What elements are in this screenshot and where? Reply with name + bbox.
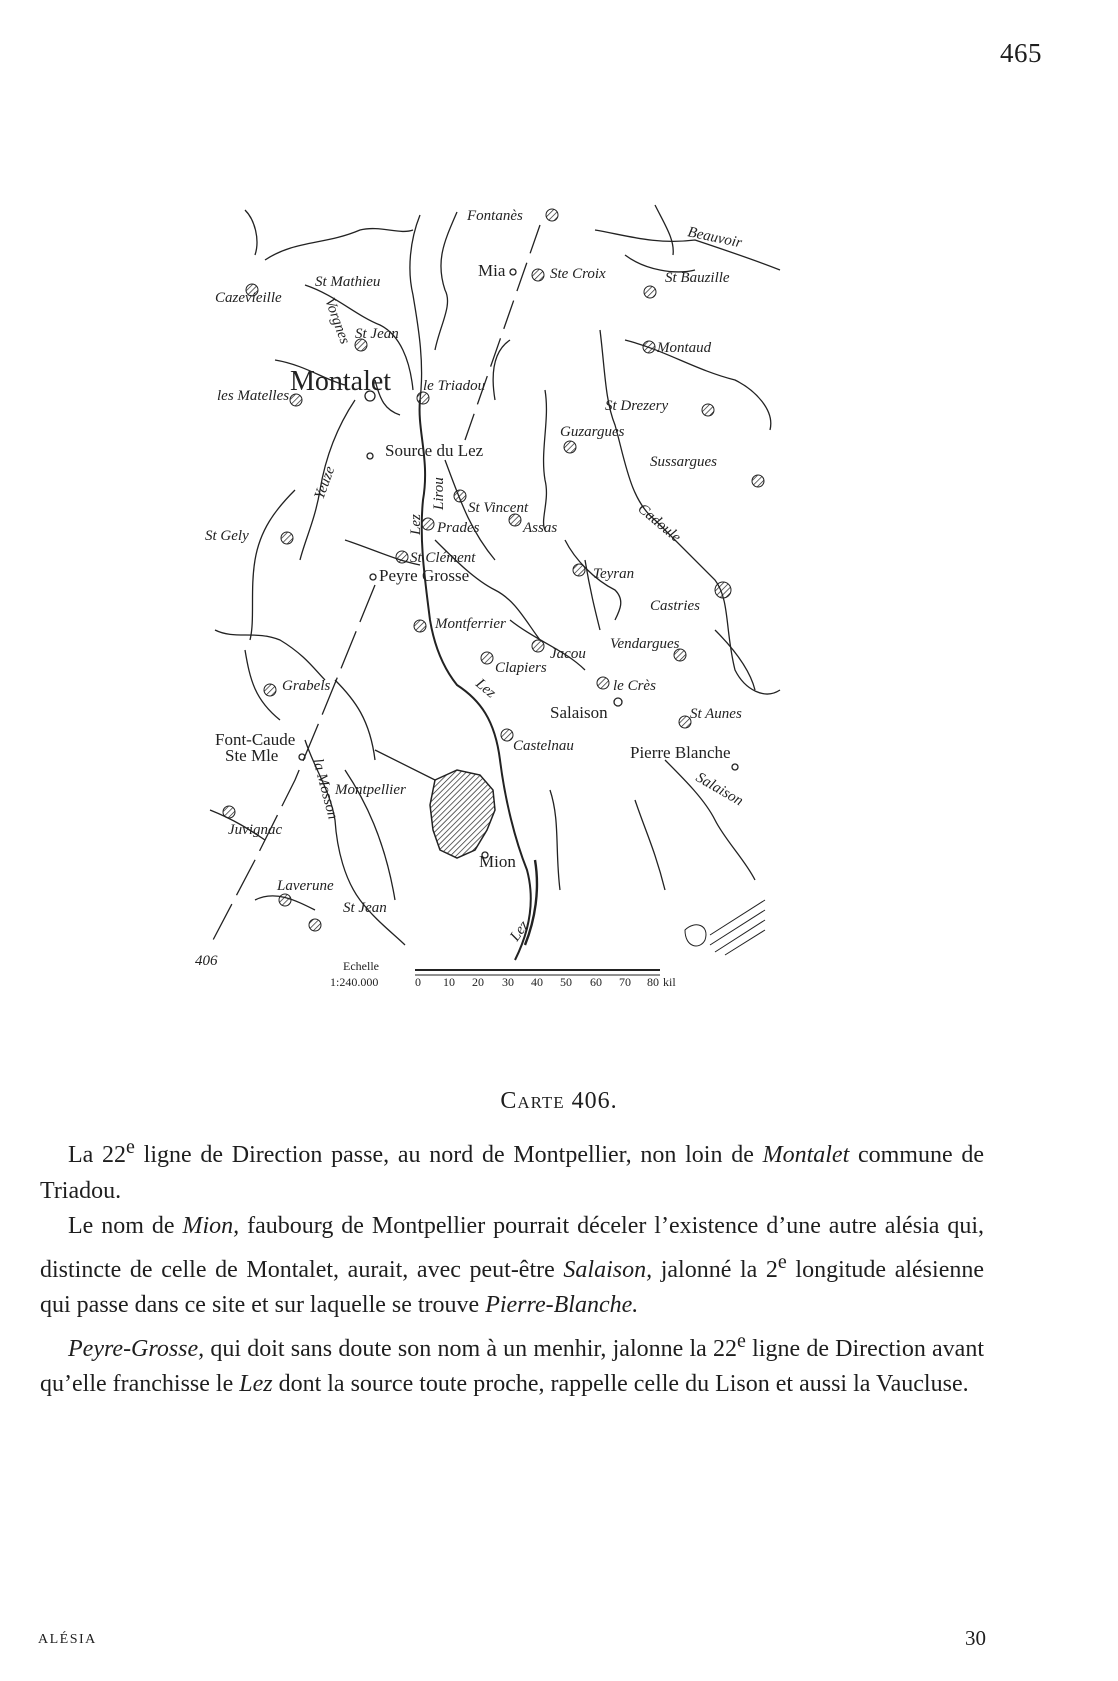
label-lirou: Lirou xyxy=(431,477,447,510)
scale-bar xyxy=(330,959,676,989)
label-mia: Mia xyxy=(478,261,506,280)
label-font-caude: Font-Caude xyxy=(215,730,296,749)
scale-tick-40: 40 xyxy=(531,975,543,989)
map-figure-number: 406 xyxy=(195,953,218,969)
label-st-aunes: St Aunes xyxy=(690,706,742,722)
scale-unit: kil xyxy=(663,975,676,989)
label-yeuze: Yeuze xyxy=(311,464,339,502)
scale-tick-0: 0 xyxy=(415,975,421,989)
scale-tick-70: 70 xyxy=(619,975,631,989)
figure-caption: Carte 406. xyxy=(500,1088,618,1114)
label-fontanes: Fontanès xyxy=(467,208,523,224)
scale-tick-10: 10 xyxy=(443,975,455,989)
scale-tick-30: 30 xyxy=(502,975,514,989)
label-beauvoir: Beauvoir xyxy=(686,224,744,252)
label-guzargues: Guzargues xyxy=(560,424,625,440)
label-grabels: Grabels xyxy=(282,678,331,694)
label-pierre-blanche: Pierre Blanche xyxy=(630,743,731,762)
label-mion: Mion xyxy=(479,852,516,871)
village-markers xyxy=(223,209,764,931)
label-laverune: Laverune xyxy=(277,878,334,894)
label-ste-croix: Ste Croix xyxy=(550,266,606,282)
label-salaison-river: Salaison xyxy=(693,769,746,810)
label-vendargues: Vendargues xyxy=(610,636,680,652)
paragraph-1: La 22e ligne de Direction passe, au nord de Montpellier, non loin de Montalet commune de Triadou. xyxy=(40,1136,985,1204)
scale-tick-50: 50 xyxy=(560,975,572,989)
label-castries: Castries xyxy=(650,598,701,614)
body-text xyxy=(40,1130,984,1403)
label-vorgnes: Vorgnes xyxy=(321,295,353,347)
label-le-cres: le Crès xyxy=(613,678,656,694)
label-castelnau: Castelnau xyxy=(513,738,574,754)
page-number: 465 xyxy=(1000,38,1042,68)
label-st-jean-north: St Jean xyxy=(355,326,399,342)
label-st-jean-south: St Jean xyxy=(343,900,387,916)
label-source-du-lez: Source du Lez xyxy=(385,441,484,460)
label-teyran: Teyran xyxy=(593,566,635,582)
label-cadoule: Cadoule xyxy=(634,500,684,546)
label-lez-south: Lez xyxy=(472,675,499,702)
label-st-vincent: St Vincent xyxy=(468,500,529,516)
label-lez-bottom: Lez xyxy=(507,918,533,945)
paragraph-2: Le nom de Mion, faubourg de Montpellier pourrait déceler l’existence d’une autre alésia qui, distincte de celle de Montalet, aurait, avec peut-être Salaison, jalonné la 2e longitude alésienne qui passe dans ce site et sur laquelle se trouve Pierre-Blanche. xyxy=(40,1213,984,1318)
label-st-mathieu: St Mathieu xyxy=(315,274,381,290)
label-st-drezery: St Drezery xyxy=(605,398,669,414)
scale-tick-80: 80 xyxy=(647,975,659,989)
label-montaud: Montaud xyxy=(657,340,712,356)
label-ste-magdeleine: Ste Mle xyxy=(225,746,279,765)
etang-hatching xyxy=(685,900,765,955)
label-sussargues: Sussargues xyxy=(650,454,717,470)
scale-tick-60: 60 xyxy=(590,975,602,989)
label-peyre-grosse: Peyre Grosse xyxy=(379,566,470,585)
footer-journal-title: ALÉSIA xyxy=(38,1632,97,1647)
scale-label: Echelle xyxy=(343,959,379,973)
label-les-matelles: les Matelles xyxy=(217,388,290,404)
montpellier-area xyxy=(430,770,495,858)
label-montalet: Montalet xyxy=(290,366,392,397)
map-svg xyxy=(195,200,835,1070)
label-salaison: Salaison xyxy=(550,703,608,722)
paragraph-3: Peyre-Grosse, qui doit sans doute son nom à un menhir, jalonne la 22e ligne de Direction avant qu’elle franchisse le Lez dont la source toute proche, rappelle celle du Lison et aussi la Vaucluse. xyxy=(40,1329,984,1397)
label-assas: Assas xyxy=(523,520,558,536)
label-st-gely: St Gely xyxy=(205,528,249,544)
scale-ratio: 1:240.000 xyxy=(330,975,379,989)
label-montpellier: Montpellier xyxy=(335,782,406,798)
label-le-triadou: le Triadou xyxy=(423,378,486,394)
label-cazevieille: Cazevieille xyxy=(215,290,282,306)
label-lez-vertical: Lez xyxy=(408,514,424,535)
label-la-mosson: la Mosson xyxy=(309,756,341,822)
label-clapiers: Clapiers xyxy=(495,660,547,676)
label-montferrier: Montferrier xyxy=(435,616,506,632)
map-figure xyxy=(195,200,835,1070)
scale-tick-20: 20 xyxy=(472,975,484,989)
label-st-clement: St Clément xyxy=(410,550,476,566)
label-juvignac: Juvignac xyxy=(228,822,283,838)
label-prades: Prades xyxy=(437,520,480,536)
footer-signature-number: 30 xyxy=(965,1626,986,1650)
label-st-bauzille: St Bauzille xyxy=(665,270,730,286)
label-jacou: Jacou xyxy=(550,646,586,662)
rivers xyxy=(210,205,780,960)
